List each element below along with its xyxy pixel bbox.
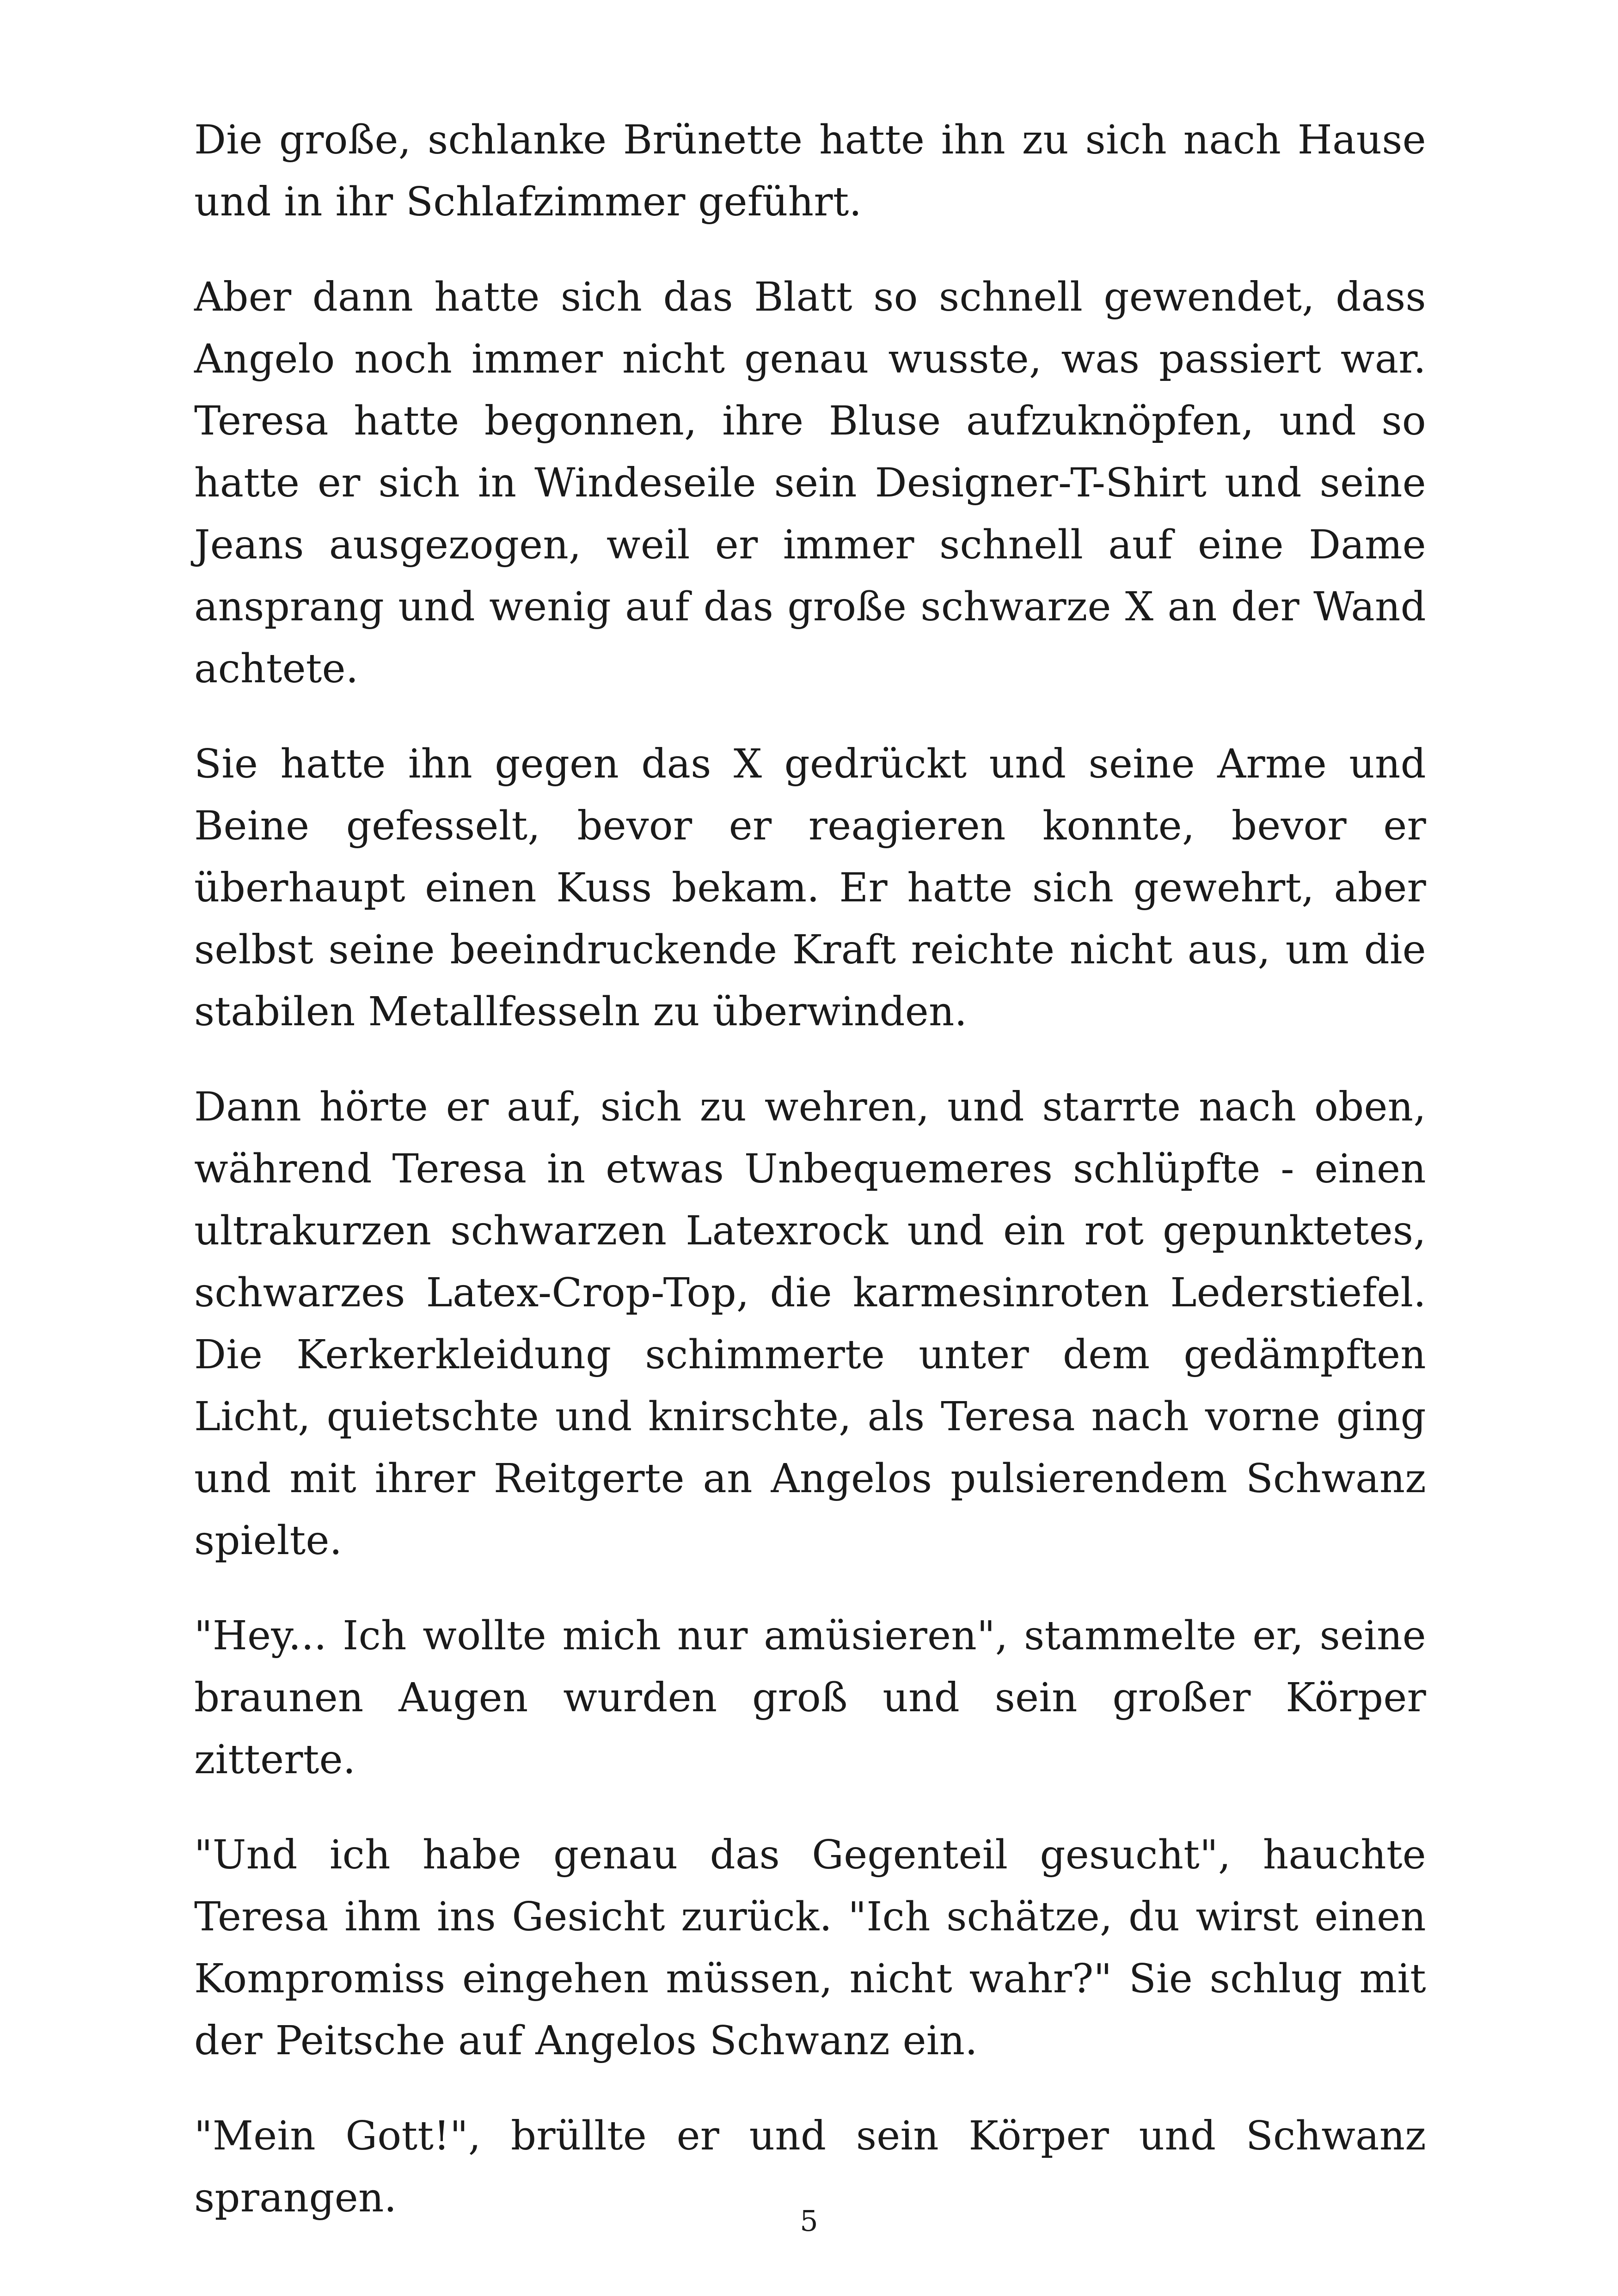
paragraph-3: Sie hatte ihn gegen das X gedrückt und seine Arme und Beine gefesselt, bevor er reagieren konnte, bevor er überhaupt einen Kuss bekam. Er hatte sich gewehrt, aber selbst seine beeindruckende Kraft reichte nicht aus, um die stabilen Metallfesseln zu überwinden. bbox=[194, 741, 1426, 1035]
page-number: 5 bbox=[800, 2204, 818, 2238]
body-text bbox=[194, 109, 1426, 2262]
paragraph-4: Dann hörte er auf, sich zu wehren, und starrte nach oben, während Teresa in etwas Unbequemeres schlüpfte - einen ultrakurzen schwarzen Latexrock und ein rot gepunktetes, schwarzes Latex-Crop-Top, die karmesinroten Lederstiefel. Die Kerkerkleidung schimmerte unter dem gedämpften Licht, quietschte und knirschte, als Teresa nach vorne ging und mit ihrer Reitgerte an Angelos pulsierendem Schwanz spielte. bbox=[194, 1084, 1426, 1564]
paragraph-1: Die große, schlanke Brünette hatte ihn zu sich nach Hause und in ihr Schlafzimmer geführt. bbox=[194, 117, 1426, 225]
paragraph-2: Aber dann hatte sich das Blatt so schnell gewendet, dass Angelo noch immer nicht genau wusste, was passiert war. Teresa hatte begonnen, ihre Bluse aufzuknöpfen, und so hatte er sich in Windeseile sein Designer-T-Shirt und seine Jeans ausgezogen, weil er immer schnell auf eine Dame ansprang und wenig auf das große schwarze X an der Wand achtete. bbox=[194, 274, 1426, 692]
paragraph-6: "Und ich habe genau das Gegenteil gesucht", hauchte Teresa ihm ins Gesicht zurück. "Ich schätze, du wirst einen Kompromiss eingehen müssen, nicht wahr?" Sie schlug mit der Peitsche auf Angelos Schwanz ein. bbox=[194, 1832, 1426, 2064]
paragraph-7: "Mein Gott!", brüllte er und sein Körper und Schwanz sprangen. bbox=[194, 2113, 1426, 2221]
paragraph-5: "Hey... Ich wollte mich nur amüsieren", stammelte er, seine braunen Augen wurden groß und sein großer Körper zitterte. bbox=[194, 1613, 1426, 1783]
